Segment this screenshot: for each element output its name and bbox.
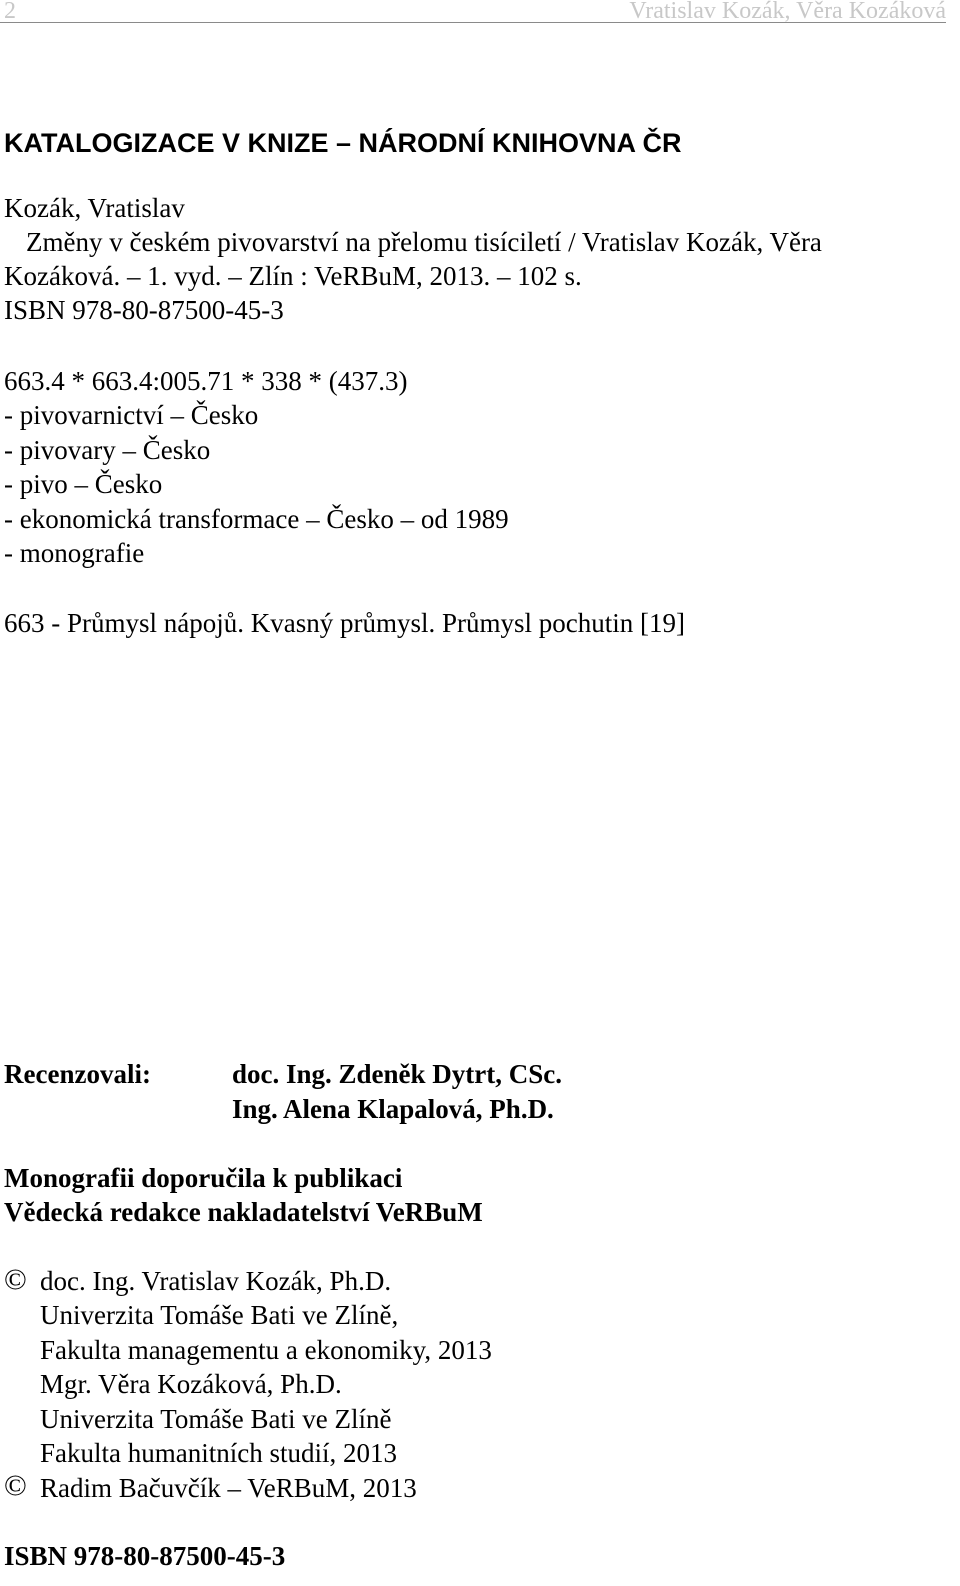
subject-item: - monografie: [4, 538, 145, 568]
copyright-icon: ©: [4, 1469, 27, 1502]
copyright-icon: ©: [4, 1263, 27, 1296]
copyright-line: Univerzita Tomáše Bati ve Zlíně: [40, 1404, 392, 1434]
publisher-copyright-line: Radim Bačuvčík – VeRBuM, 2013: [40, 1473, 417, 1503]
recommendation-line1: Monografii doporučila k publikaci: [4, 1163, 403, 1193]
subject-item: - ekonomická transformace – Česko – od 1989: [4, 504, 509, 534]
conspectus: 663 - Průmysl nápojů. Kvasný průmysl. Průmysl pochutin [19]: [4, 608, 685, 638]
classification: 663.4 * 663.4:005.71 * 338 * (437.3): [4, 366, 408, 396]
subject-item: - pivovary – Česko: [4, 435, 211, 465]
reviewers-label: Recenzovali:: [4, 1059, 151, 1089]
copyright-line: Fakulta humanitních studií, 2013: [40, 1438, 397, 1468]
header-authors: Vratislav Kozák, Věra Kozáková: [629, 0, 946, 24]
reviewer-name: doc. Ing. Zdeněk Dytrt, CSc.: [232, 1059, 563, 1089]
reviewer-name: Ing. Alena Klapalová, Ph.D.: [232, 1094, 554, 1124]
copyright-line: Univerzita Tomáše Bati ve Zlíně,: [40, 1300, 399, 1330]
subject-item: - pivovarnictví – Česko: [4, 400, 259, 430]
copyright-line: Fakulta managementu a ekonomiky, 2013: [40, 1335, 492, 1365]
catalog-title-line1: Změny v českém pivovarství na přelomu tisíciletí / Vratislav Kozák, Věra: [26, 227, 822, 257]
subject-item: - pivo – Česko: [4, 469, 163, 499]
catalog-author: Kozák, Vratislav: [4, 193, 185, 223]
catalog-isbn: ISBN 978-80-87500-45-3: [4, 295, 284, 325]
catalog-title: KATALOGIZACE V KNIZE – NÁRODNÍ KNIHOVNA ČR: [4, 128, 682, 158]
copyright-line: Mgr. Věra Kozáková, Ph.D.: [40, 1369, 342, 1399]
page-number: 2: [4, 0, 16, 24]
recommendation-line2: Vědecká redakce nakladatelství VeRBuM: [4, 1197, 483, 1227]
footer-isbn: ISBN 978-80-87500-45-3: [4, 1541, 286, 1571]
catalog-title-line2: Kozáková. – 1. vyd. – Zlín : VeRBuM, 2013. – 102 s.: [4, 261, 582, 291]
copyright-line: doc. Ing. Vratislav Kozák, Ph.D.: [40, 1266, 392, 1296]
page-header: [0, 0, 946, 23]
